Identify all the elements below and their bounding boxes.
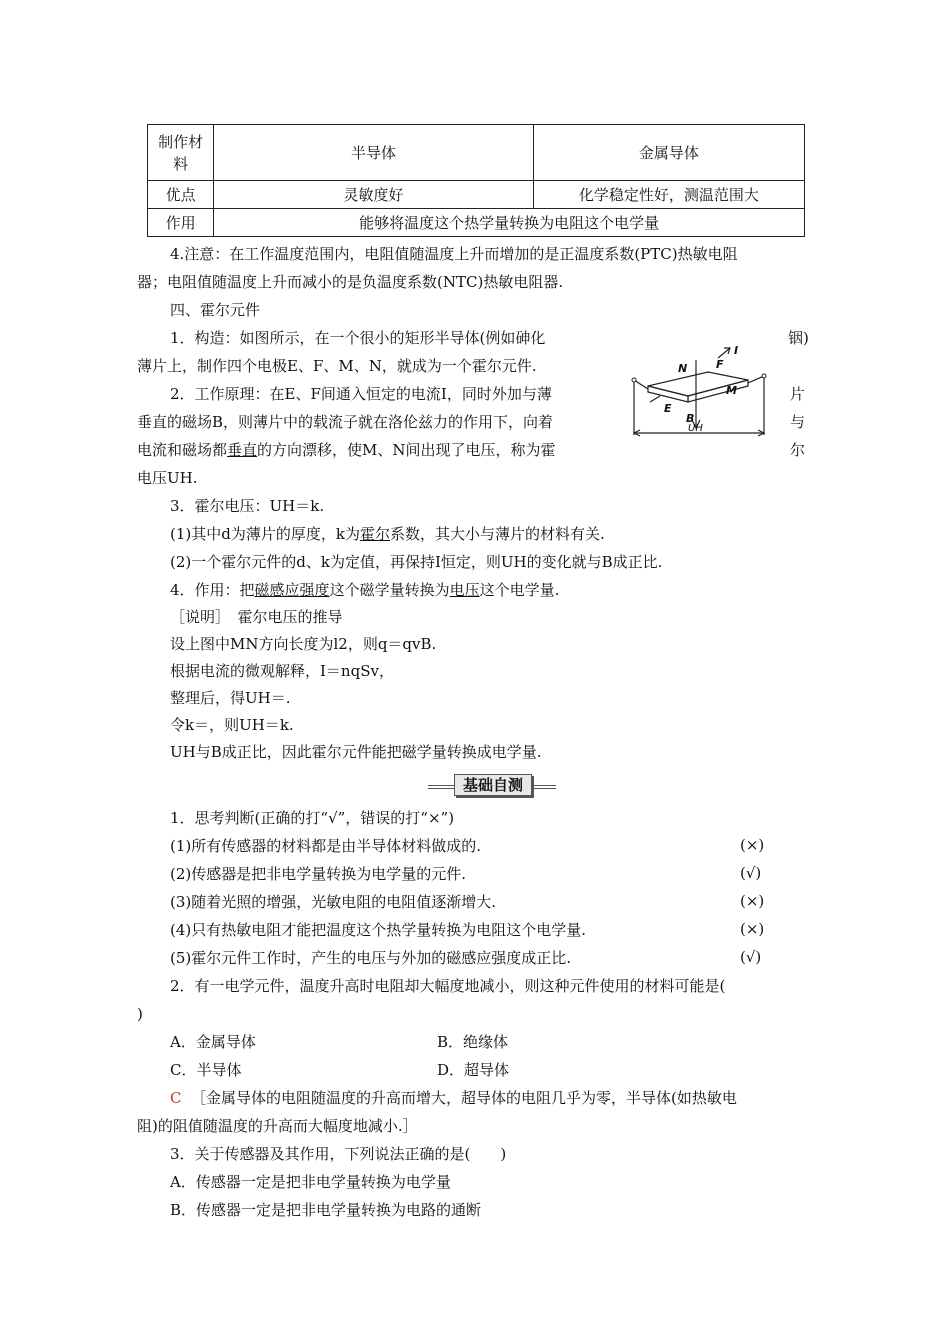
table-cell: 灵敏度好 (214, 181, 534, 209)
option-a: A．金属导体 (170, 1033, 256, 1051)
paragraph-line-end: 铟) (788, 329, 809, 347)
badge-label: 基础自测 (454, 774, 532, 796)
diagram-label-n: N (678, 362, 688, 375)
answer-letter: C (170, 1089, 182, 1107)
judgment-mark: (×) (740, 920, 765, 938)
judgment-item: (2)传感器是把非电学量转换为电学量的元件. (170, 865, 467, 883)
note-line: 4.注意：在工作温度范围内，电阻值随温度上升而增加的是正温度系数(PTC)热敏电阻 (170, 245, 738, 263)
derivation-line: UH与B成正比，因此霍尔元件能把磁学量转换成电学量. (170, 743, 542, 761)
table-cell: 能够将温度这个热学量转换为电阻这个电学量 (214, 209, 805, 237)
diagram-label-m: M (726, 384, 737, 397)
option-d: D．超导体 (437, 1061, 510, 1079)
paragraph-line: 电流和磁场都垂直的方向漂移，使M、N间出现了电压，称为霍 (137, 441, 556, 459)
table-cell: 化学稳定性好，测温范围大 (533, 181, 804, 209)
judgment-item: (3)随着光照的增强，光敏电阻的电阻值逐渐增大. (170, 893, 497, 911)
diagram-label-b: B (686, 412, 695, 425)
judgment-item: (5)霍尔元件工作时，产生的电压与外加的磁感应强度成正比. (170, 949, 572, 967)
diagram-label-e: E (664, 402, 672, 415)
table-header-semiconductor: 半导体 (214, 125, 534, 181)
judgment-mark: (√) (740, 864, 762, 882)
answer-explanation: C ［金属导体的电阻随温度的升高而增大，超导体的电阻几乎为零，半导体(如热敏电 (170, 1089, 737, 1107)
derivation-title: ［说明］ 霍尔电压的推导 (170, 608, 343, 626)
judgment-mark: (×) (740, 836, 765, 854)
diagram-label-i: I (734, 344, 739, 357)
hall-element-diagram (630, 340, 770, 440)
section-badge (428, 774, 556, 796)
table-cell: 优点 (148, 181, 214, 209)
paragraph-line: (2)一个霍尔元件的d、k为定值，再保持I恒定，则UH的变化就与B成正比. (170, 553, 663, 571)
answer-explanation: 阻)的阻值随温度的升高而大幅度地减小.］ (137, 1117, 418, 1135)
table-header-metal: 金属导体 (533, 125, 804, 181)
judgment-item: (1)所有传感器的材料都是由半导体材料做成的. (170, 837, 482, 855)
derivation-line: 根据电流的微观解释，I＝nqSv， (170, 662, 394, 680)
diagram-label-uh: UH (688, 423, 703, 434)
judgment-mark: (×) (740, 892, 765, 910)
option-a: A．传感器一定是把非电学量转换为电学量 (170, 1173, 451, 1191)
table-header-material: 制作材料 (148, 125, 214, 181)
derivation-line: 令k＝，则UH＝k. (170, 716, 294, 734)
paragraph-line: 3．霍尔电压：UH＝k. (170, 497, 325, 515)
materials-table (147, 124, 805, 237)
question-stem: 3．关于传感器及其作用，下列说法正确的是( ) (170, 1145, 507, 1163)
note-line: 器；电阻值随温度上升而减小的是负温度系数(NTC)热敏电阻器. (137, 273, 564, 291)
question-stem: 2．有一电学元件，温度升高时电阻却大幅度地减小，则这种元件使用的材料可能是( (170, 977, 726, 995)
paragraph-line-end: 尔 (790, 441, 806, 459)
paragraph-line-end: 片 (790, 385, 806, 403)
question-stem: 1．思考判断(正确的打“√”，错误的打“×”) (170, 809, 455, 827)
judgment-mark: (√) (740, 948, 762, 966)
diagram-label-f: F (716, 358, 724, 371)
option-c: C．半导体 (170, 1061, 242, 1079)
derivation-line: 设上图中MN方向长度为l2，则q＝qvB. (170, 635, 437, 653)
paragraph-line-end: 与 (790, 413, 806, 431)
paragraph-line: 2．工作原理：在E、F间通入恒定的电流I，同时外加与薄 (170, 385, 552, 403)
paragraph-line: 电压UH. (137, 469, 198, 487)
table-cell: 作用 (148, 209, 214, 237)
paragraph-line: 薄片上，制作四个电极E、F、M、N，就成为一个霍尔元件. (137, 357, 537, 375)
option-b: B．传感器一定是把非电学量转换为电路的通断 (170, 1201, 482, 1219)
derivation-line: 整理后，得UH＝. (170, 689, 291, 707)
judgment-item: (4)只有热敏电阻才能把温度这个热学量转换为电阻这个电学量. (170, 921, 587, 939)
paragraph-line: 4．作用：把磁感应强度这个磁学量转换为电压这个电学量. (170, 581, 560, 599)
paragraph-line: 垂直的磁场B，则薄片中的载流子就在洛伦兹力的作用下，向着 (137, 413, 554, 431)
paragraph-line: (1)其中d为薄片的厚度，k为霍尔系数，其大小与薄片的材料有关. (170, 525, 605, 543)
section-title: 四、霍尔元件 (170, 301, 261, 319)
question-stem-end: ) (137, 1005, 143, 1023)
paragraph-line: 1．构造：如图所示，在一个很小的矩形半导体(例如砷化 (170, 329, 546, 347)
option-b: B．绝缘体 (437, 1033, 509, 1051)
